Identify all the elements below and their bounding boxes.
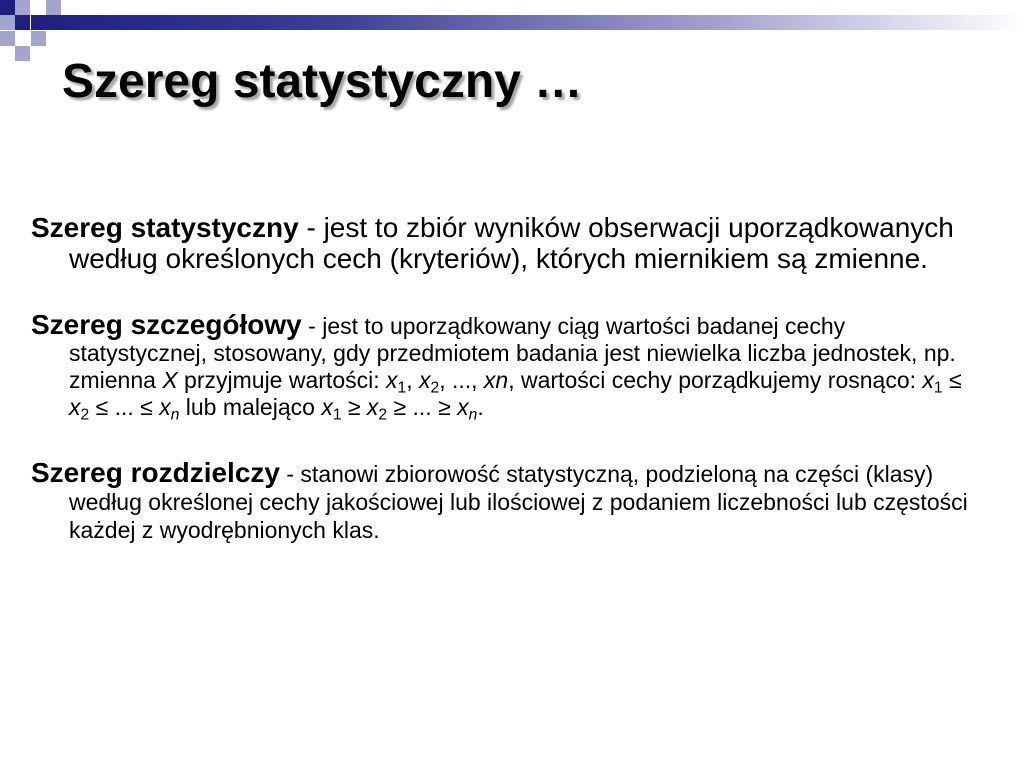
- variable-symbol: x: [418, 367, 431, 393]
- subscript: 1: [933, 379, 943, 397]
- relation-symbol: ≥ ... ≥: [387, 394, 458, 420]
- separator: ,: [406, 367, 419, 393]
- variable-symbol: X: [162, 367, 178, 393]
- slide-title: Szereg statystyczny …: [62, 55, 583, 108]
- subscript: 2: [80, 406, 90, 424]
- decor-square: [31, 31, 46, 46]
- slide-content: [31, 212, 976, 544]
- decor-square: [15, 46, 30, 61]
- definition-text: - stanowi zbiorowość statystyczną, podzieloną na części (klasy) według określonej cechy jakościowej lub ilościowej z podaniem liczebności lub częstości każdej z wyodrębnionych klas.: [69, 461, 968, 543]
- separator: ,: [439, 367, 452, 393]
- subscript: 1: [332, 406, 342, 424]
- term-label: Szereg szczegółowy: [31, 309, 302, 340]
- definition-text: , wartości cechy porządkujemy rosnąco:: [508, 367, 923, 393]
- ellipsis: ...: [451, 367, 472, 393]
- variable-symbol: xn: [483, 367, 509, 393]
- variable-symbol: x: [321, 394, 333, 420]
- variable-symbol: x: [922, 367, 934, 393]
- title-gradient-bar: [31, 15, 1024, 30]
- definition-detailed-series: [31, 309, 976, 424]
- relation-symbol: ≥: [341, 394, 367, 420]
- subscript: n: [468, 406, 478, 424]
- subscript: 1: [397, 379, 407, 397]
- variable-symbol: x: [457, 394, 469, 420]
- definition-distribution-series: [31, 459, 976, 544]
- term-label: Szereg rozdzielczy: [31, 457, 280, 488]
- decor-square: [0, 15, 15, 30]
- subscript: n: [170, 406, 180, 424]
- subscript: 2: [430, 379, 440, 397]
- relation-symbol: ≤ ... ≤: [89, 394, 160, 420]
- definition-text: lub malejąco: [179, 394, 322, 420]
- subscript: 2: [378, 406, 388, 424]
- term-label: Szereg statystyczny: [31, 212, 299, 243]
- period: .: [477, 394, 484, 420]
- relation-symbol: ≤: [942, 367, 962, 393]
- definition-text: - jest to uporządkowany ciąg wartości badanej cechy statystycznej, stosowany, gdy przedmiotem badania jest niewielka liczba jednostek, np. zmienna: [69, 313, 956, 393]
- variable-symbol: x: [69, 394, 81, 420]
- definition-text: - jest to zbiór wyników obserwacji uporządkowanych według określonych cech (kryteriów), których miernikiem są zmienne.: [69, 212, 954, 274]
- decor-square: [15, 15, 30, 30]
- separator: ,: [471, 367, 484, 393]
- decor-square: [0, 0, 15, 15]
- variable-symbol: x: [386, 367, 398, 393]
- decor-square: [15, 0, 30, 15]
- definition-text: przyjmuje wartości:: [177, 367, 386, 393]
- definition-statistical-series: [31, 212, 976, 274]
- decor-square: [46, 0, 61, 15]
- variable-symbol: x: [366, 394, 379, 420]
- variable-symbol: x: [159, 394, 171, 420]
- decor-square: [0, 31, 15, 46]
